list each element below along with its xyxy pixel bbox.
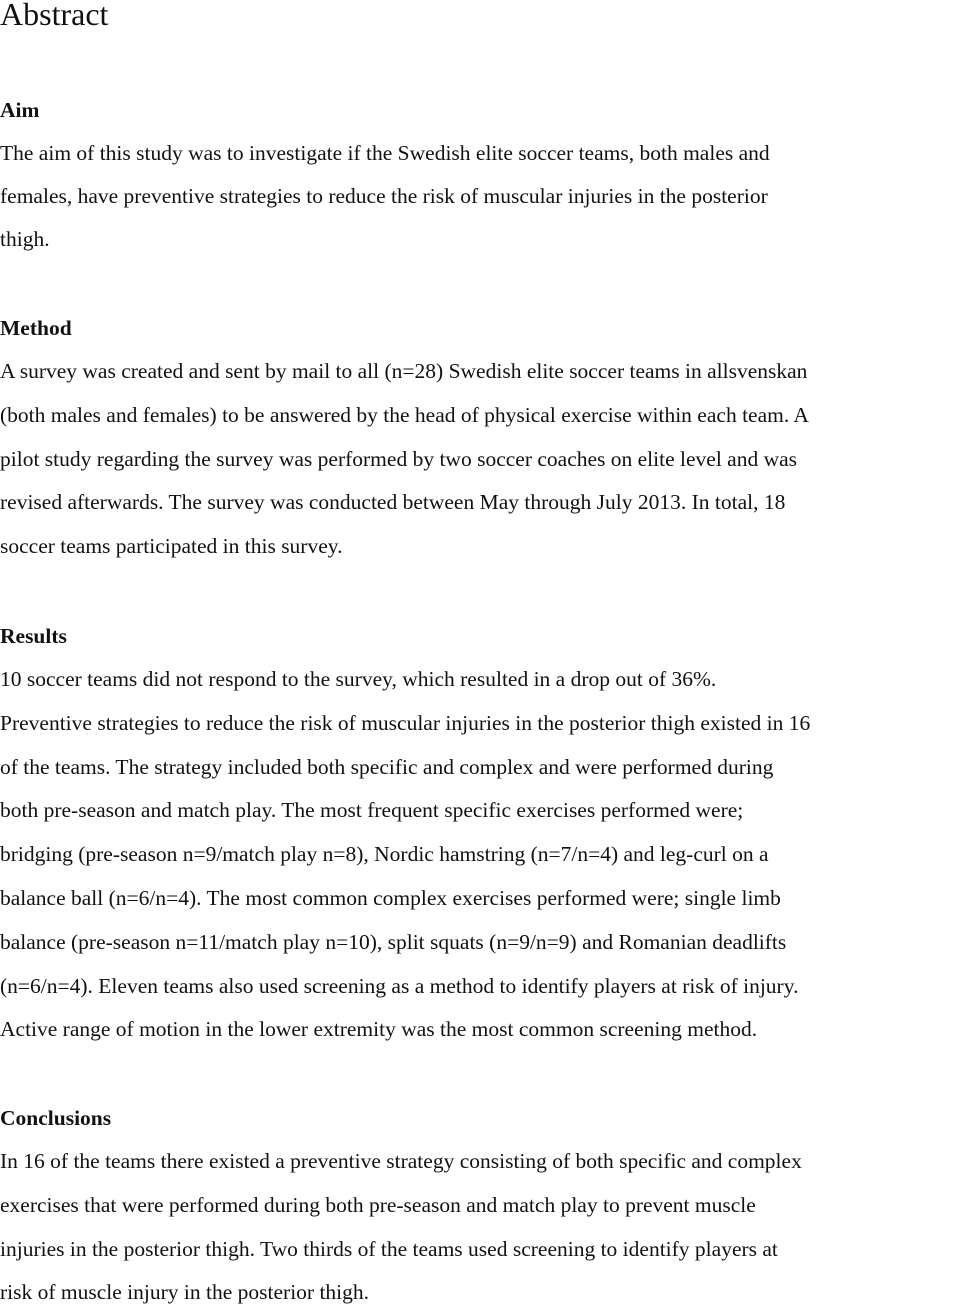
- abstract-title: Abstract: [0, 0, 109, 32]
- text-line: risk of muscle injury in the posterior thigh.: [0, 1280, 370, 1305]
- section-body-results: [0, 658, 960, 1052]
- text-line: soccer teams participated in this survey.: [0, 534, 343, 559]
- text-line: injuries in the posterior thigh. Two thirds of the teams used screening to identify players at: [0, 1236, 778, 1261]
- text-line: exercises that were performed during both pre-season and match play to prevent muscle: [0, 1192, 756, 1217]
- text-line: revised afterwards. The survey was conducted between May through July 2013. In total, 18: [0, 490, 786, 515]
- text-line: balance ball (n=6/n=4). The most common complex exercises performed were; single limb: [0, 885, 781, 910]
- text-line: A survey was created and sent by mail to all (n=28) Swedish elite soccer teams in allsvenskan: [0, 359, 808, 383]
- section-body-aim: [0, 132, 960, 261]
- section-heading-results: Results: [0, 624, 67, 648]
- section-heading-conclusions: Conclusions: [0, 1106, 112, 1130]
- text-line: The aim of this study was to investigate if the Swedish elite soccer teams, both males and: [0, 141, 770, 165]
- text-line: Active range of motion in the lower extremity was the most common screening method.: [0, 1017, 758, 1042]
- text-line: thigh.: [0, 227, 50, 251]
- text-line: (n=6/n=4). Eleven teams also used screening as a method to identify players at risk of injury.: [0, 973, 799, 998]
- text-line: of the teams. The strategy included both specific and complex and were performed during: [0, 754, 774, 779]
- text-line: females, have preventive strategies to reduce the risk of muscular injuries in the posterior: [0, 184, 768, 208]
- text-line: (both males and females) to be answered by the head of physical exercise within each team. A: [0, 402, 809, 427]
- text-line: Preventive strategies to reduce the risk of muscular injuries in the posterior thigh existed in 16: [0, 710, 811, 735]
- text-line: bridging (pre-season n=9/match play n=8), Nordic hamstring (n=7/n=4) and leg-curl on a: [0, 842, 769, 867]
- text-line: In 16 of the teams there existed a preventive strategy consisting of both specific and complex: [0, 1149, 802, 1173]
- section-heading-method: Method: [0, 316, 72, 340]
- text-line: pilot study regarding the survey was performed by two soccer coaches on elite level and was: [0, 446, 798, 471]
- text-line: both pre-season and match play. The most frequent specific exercises performed were;: [0, 798, 744, 823]
- text-line: 10 soccer teams did not respond to the survey, which resulted in a drop out of 36%.: [0, 667, 717, 691]
- text-line: balance (pre-season n=11/match play n=10), split squats (n=9/n=9) and Romanian deadlifts: [0, 929, 787, 954]
- section-body-conclusions: [0, 1140, 960, 1315]
- section-body-method: [0, 350, 960, 569]
- section-heading-aim: Aim: [0, 98, 40, 122]
